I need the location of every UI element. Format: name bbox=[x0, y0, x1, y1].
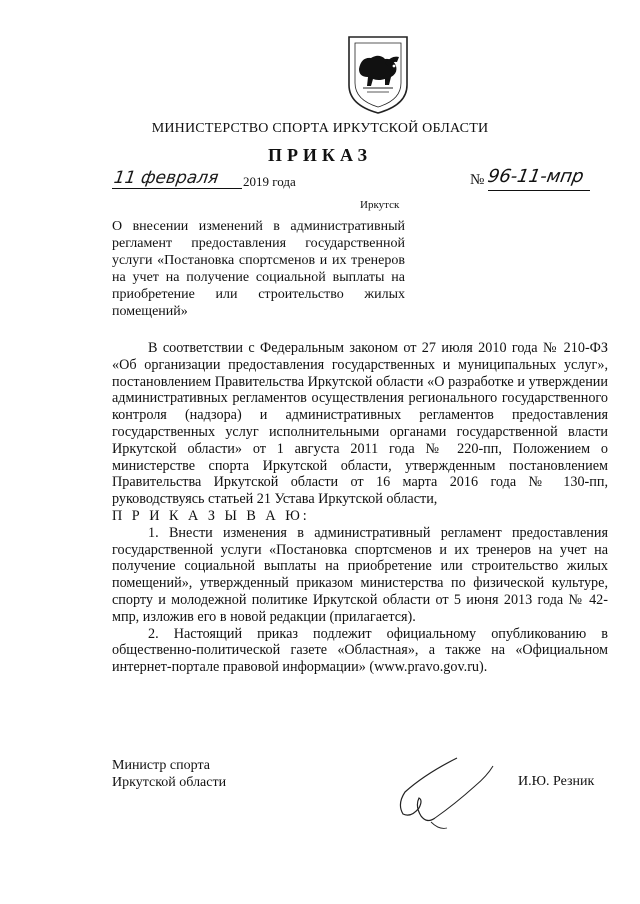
coat-of-arms-icon bbox=[345, 33, 411, 115]
date-year: 2019 года bbox=[243, 174, 296, 189]
order-subject: О внесении изменений в административный регламент предоставления государственной услуги «Постановка спортсменов и их тренеров на учет на получение социальной выплаты на приобретение или строительство жилых помещений» bbox=[112, 219, 405, 319]
order-item-1: 1. Внести изменения в административный регламент предоставления государственной услуги «Постановка спортсменов и их тренеров на учет на получение социальной выплаты на приобретение или строительство жилых помещений», утвержденный приказом министерства по физической культуре, спорту и молодежной политике Иркутской области от 5 июня 2013 года № 42-мпр, изложив его в новой редакции (прилагается). bbox=[112, 524, 608, 625]
number-sign: № bbox=[470, 172, 485, 188]
handwritten-date: 11 февраля bbox=[112, 168, 220, 188]
preamble-paragraph: В соответствии с Федеральным законом от 27 июля 2010 года № 210-ФЗ «Об организации предоставления государственных и муниципальных услуг», постановлением Правительства Иркутской области «О разработке и утверждении административных регламентов осуществления регионального государственного контроля (надзора) и административных регламентов предоставления государственных услуг исполнительными органами государственной власти Иркутской области» от 1 августа 2011 года № 220-пп, Положением о министерстве спорта Иркутской области, утвержденным постановлением Правительства Иркутской области от 16 марта 2016 года № 130-пп, руководствуясь статьей 21 Устава Иркутской области, bbox=[112, 340, 608, 508]
order-item-2: 2. Настоящий приказ подлежит официальному опубликованию в общественно-политической газете «Областная», а также на «Официальном интернет-портале правовой информации» (www.pravo.gov.ru). bbox=[112, 625, 608, 676]
handwritten-signature-icon bbox=[395, 752, 505, 837]
order-body bbox=[112, 340, 608, 676]
number-underline bbox=[488, 190, 590, 191]
date-underline bbox=[112, 188, 242, 189]
signer-position-line-2: Иркутской области bbox=[112, 775, 227, 790]
city: Иркутск bbox=[360, 199, 400, 211]
ministry-name: МИНИСТЕРСТВО СПОРТА ИРКУТСКОЙ ОБЛАСТИ bbox=[151, 121, 489, 136]
order-word: П Р И К А З Ы В А Ю: bbox=[112, 507, 310, 524]
handwritten-order-number: 96-11-мпр bbox=[486, 166, 586, 187]
signer-name: И.Ю. Резник bbox=[518, 774, 595, 789]
signer-position bbox=[112, 757, 226, 791]
document-type-title: ПРИКАЗ bbox=[267, 145, 373, 165]
signer-position-line-1: Министр спорта bbox=[112, 758, 210, 773]
